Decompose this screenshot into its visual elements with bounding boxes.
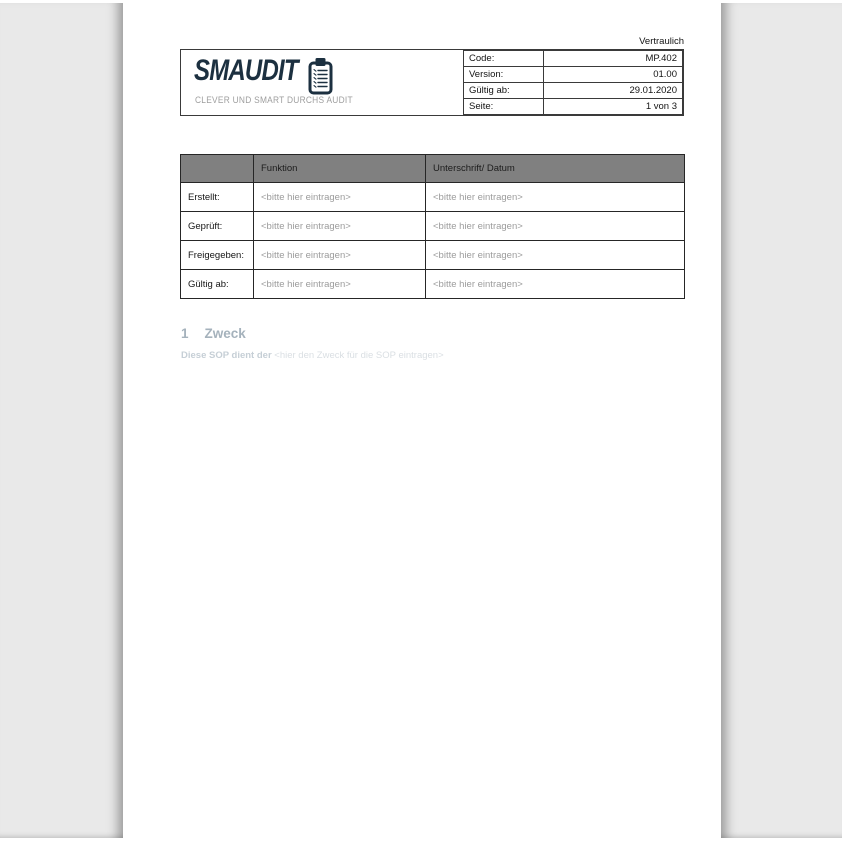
doc-info-value: 29.01.2020 bbox=[544, 83, 683, 99]
unterschrift-field[interactable]: <bitte hier eintragen> bbox=[426, 212, 685, 241]
section-heading-zweck bbox=[181, 326, 246, 341]
approval-header-funktion: Funktion bbox=[254, 155, 426, 183]
brand-logo-text: SMAUDIT bbox=[194, 54, 298, 87]
row-label: Geprüft: bbox=[181, 212, 254, 241]
doc-info-label: Version: bbox=[464, 67, 544, 83]
section-number: 1 bbox=[181, 326, 189, 341]
doc-info-row bbox=[464, 51, 683, 67]
approval-header-row bbox=[181, 155, 685, 183]
logo-cell bbox=[181, 50, 463, 115]
table-row-geprueft bbox=[181, 212, 685, 241]
section-body bbox=[181, 350, 444, 362]
brand-tagline: CLEVER UND SMART DURCHS AUDIT bbox=[195, 95, 353, 106]
approval-header-role bbox=[181, 155, 254, 183]
row-label: Freigegeben: bbox=[181, 241, 254, 270]
unterschrift-field[interactable]: <bitte hier eintragen> bbox=[426, 183, 685, 212]
doc-info-label: Code: bbox=[464, 51, 544, 67]
unterschrift-field[interactable]: <bitte hier eintragen> bbox=[426, 270, 685, 299]
unterschrift-field[interactable]: <bitte hier eintragen> bbox=[426, 241, 685, 270]
approval-header-unterschrift: Unterschrift/ Datum bbox=[426, 155, 685, 183]
row-label: Gültig ab: bbox=[181, 270, 254, 299]
funktion-field[interactable]: <bitte hier eintragen> bbox=[254, 183, 426, 212]
doc-info-label: Gültig ab: bbox=[464, 83, 544, 99]
doc-info-value: 01.00 bbox=[544, 67, 683, 83]
funktion-field[interactable]: <bitte hier eintragen> bbox=[254, 212, 426, 241]
doc-info-row bbox=[464, 83, 683, 99]
row-label: Erstellt: bbox=[181, 183, 254, 212]
doc-info-row bbox=[464, 67, 683, 83]
body-placeholder-text[interactable]: <hier den Zweck für die SOP eintragen> bbox=[274, 350, 444, 361]
viewer-gutter-left bbox=[0, 3, 123, 838]
section-title: Zweck bbox=[204, 326, 246, 341]
doc-info-value: 1 von 3 bbox=[544, 99, 683, 115]
doc-info-label: Seite: bbox=[464, 99, 544, 115]
table-row-gueltig-ab bbox=[181, 270, 685, 299]
clipboard-icon bbox=[308, 57, 333, 95]
table-row-erstellt bbox=[181, 183, 685, 212]
document-header-box bbox=[180, 49, 684, 116]
table-row-freigegeben bbox=[181, 241, 685, 270]
viewer-gutter-right bbox=[721, 3, 842, 838]
doc-info-row bbox=[464, 99, 683, 115]
body-lead-text: Diese SOP dient der bbox=[181, 350, 272, 361]
doc-info-value: MP.402 bbox=[544, 51, 683, 67]
funktion-field[interactable]: <bitte hier eintragen> bbox=[254, 270, 426, 299]
confidential-label: Vertraulich bbox=[639, 36, 684, 47]
doc-info-table bbox=[463, 50, 683, 115]
approval-table bbox=[180, 154, 685, 299]
funktion-field[interactable]: <bitte hier eintragen> bbox=[254, 241, 426, 270]
document-page bbox=[123, 0, 721, 842]
